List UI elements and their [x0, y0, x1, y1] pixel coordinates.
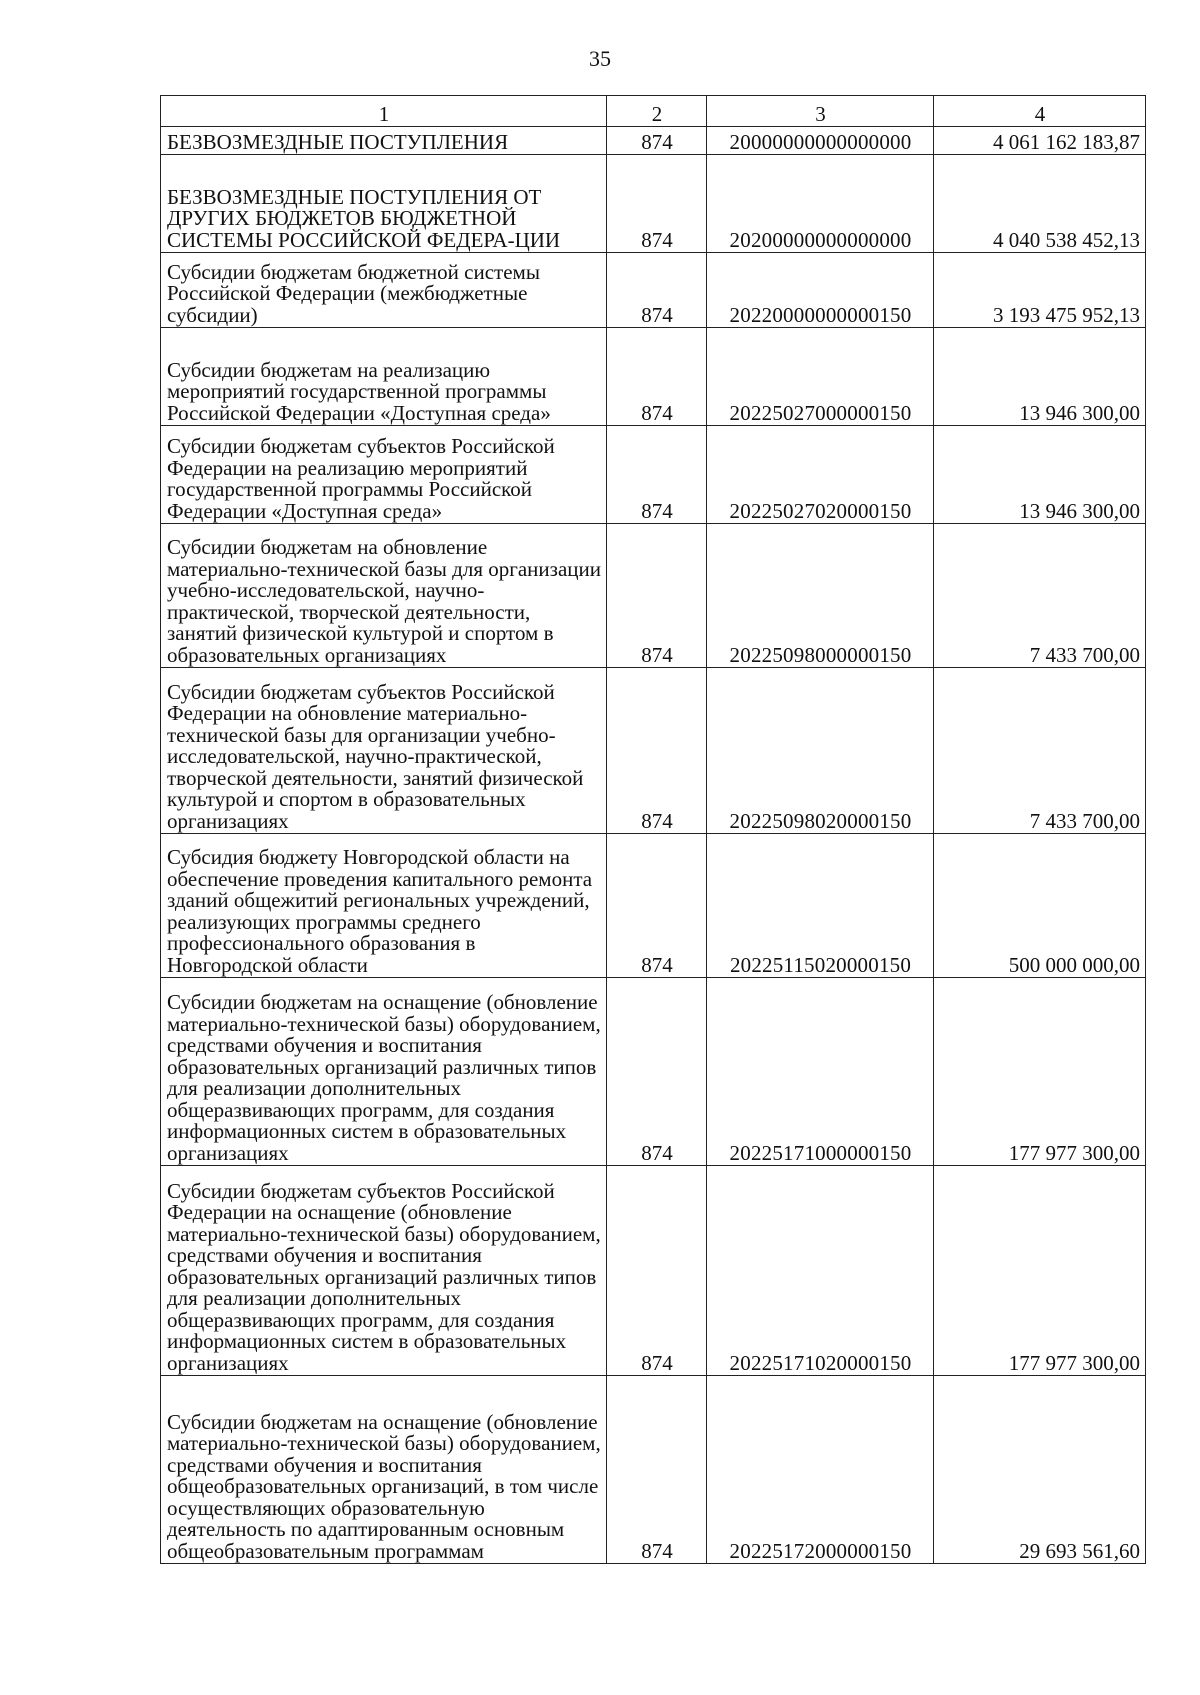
table-row: [161, 253, 1146, 328]
row-sum: 500 000 000,00: [934, 834, 1146, 978]
row-sum: 3 193 475 952,13: [934, 253, 1146, 328]
row-name: Субсидии бюджетам субъектов Российской Федерации на оснащение (обновление материально-технической базы) оборудованием, средствами обучения и воспитания образовательных организаций различных типов для реализации дополнительных общеразвивающих программ, для создания информационных систем в образовательных организациях: [161, 1166, 607, 1376]
row-admin-code: 874: [607, 1376, 707, 1564]
row-admin-code: 874: [607, 1166, 707, 1376]
row-kbk-code: 20225098000000150: [707, 524, 934, 668]
row-sum: 177 977 300,00: [934, 1166, 1146, 1376]
row-name: Субсидии бюджетам на оснащение (обновление материально-технической базы) оборудованием, средствами обучения и воспитания образовательных организаций различных типов для реализации дополнительных общеразвивающих программ, для создания информационных систем в образовательных организациях: [161, 978, 607, 1166]
row-sum: 177 977 300,00: [934, 978, 1146, 1166]
row-kbk-code: 20225027000000150: [707, 328, 934, 426]
table-row: [161, 127, 1146, 155]
row-name: Субсидия бюджету Новгородской области на обеспечение проведения капитального ремонта зданий общежитий региональных учреждений, реализующих программы среднего профессионального образования в Новгородской области: [161, 834, 607, 978]
row-kbk-code: 20225171020000150: [707, 1166, 934, 1376]
budget-revenue-table: [160, 95, 1146, 1564]
row-admin-code: 874: [607, 834, 707, 978]
column-header-1: 1: [161, 96, 607, 127]
row-admin-code: 874: [607, 155, 707, 253]
row-kbk-code: 20000000000000000: [707, 127, 934, 155]
row-admin-code: 874: [607, 426, 707, 524]
row-admin-code: 874: [607, 253, 707, 328]
row-admin-code: 874: [607, 668, 707, 834]
table-row: [161, 524, 1146, 668]
row-kbk-code: 20220000000000150: [707, 253, 934, 328]
row-kbk-code: 20225171000000150: [707, 978, 934, 1166]
row-sum: 13 946 300,00: [934, 426, 1146, 524]
row-name: БЕЗВОЗМЕЗДНЫЕ ПОСТУПЛЕНИЯ: [161, 127, 607, 155]
table-row: [161, 834, 1146, 978]
table-row: [161, 426, 1146, 524]
row-name: Субсидии бюджетам на оснащение (обновление материально-технической базы) оборудованием, средствами обучения и воспитания общеобразовательных организаций, в том числе осуществляющих образовательную деятельность по адаптированным основным общеобразовательным программам: [161, 1376, 607, 1564]
row-kbk-code: 20225027020000150: [707, 426, 934, 524]
row-sum: 13 946 300,00: [934, 328, 1146, 426]
table-row: [161, 1166, 1146, 1376]
row-name: БЕЗВОЗМЕЗДНЫЕ ПОСТУПЛЕНИЯ ОТ ДРУГИХ БЮДЖЕТОВ БЮДЖЕТНОЙ СИСТЕМЫ РОССИЙСКОЙ ФЕДЕРА-ЦИИ: [161, 155, 607, 253]
table-row: [161, 1376, 1146, 1564]
table-row: [161, 668, 1146, 834]
row-name: Субсидии бюджетам субъектов Российской Федерации на реализацию мероприятий государственной программы Российской Федерации «Доступная среда»: [161, 426, 607, 524]
table-row: [161, 328, 1146, 426]
row-kbk-code: 20225172000000150: [707, 1376, 934, 1564]
column-header-2: 2: [607, 96, 707, 127]
row-name: Субсидии бюджетам на обновление материально-технической базы для организации учебно-исследовательской, научно-практической, творческой деятельности, занятий физической культурой и спортом в образовательных организациях: [161, 524, 607, 668]
row-sum: 29 693 561,60: [934, 1376, 1146, 1564]
table-row: [161, 155, 1146, 253]
table-header-row: [161, 96, 1146, 127]
row-kbk-code: 20225115020000150: [707, 834, 934, 978]
row-name: Субсидии бюджетам субъектов Российской Федерации на обновление материально-технической базы для организации учебно-исследовательской, научно-практической, творческой деятельности, занятий физической культурой и спортом в образовательных организациях: [161, 668, 607, 834]
row-sum: 4 061 162 183,87: [934, 127, 1146, 155]
row-sum: 4 040 538 452,13: [934, 155, 1146, 253]
row-sum: 7 433 700,00: [934, 668, 1146, 834]
row-admin-code: 874: [607, 978, 707, 1166]
row-admin-code: 874: [607, 127, 707, 155]
row-admin-code: 874: [607, 524, 707, 668]
row-kbk-code: 20225098020000150: [707, 668, 934, 834]
row-sum: 7 433 700,00: [934, 524, 1146, 668]
table-row: [161, 978, 1146, 1166]
row-kbk-code: 20200000000000000: [707, 155, 934, 253]
column-header-4: 4: [934, 96, 1146, 127]
row-name: Субсидии бюджетам на реализацию мероприятий государственной программы Российской Федерации «Доступная среда»: [161, 328, 607, 426]
column-header-3: 3: [707, 96, 934, 127]
page-number: 35: [589, 46, 611, 71]
row-name: Субсидии бюджетам бюджетной системы Российской Федерации (межбюджетные субсидии): [161, 253, 607, 328]
row-admin-code: 874: [607, 328, 707, 426]
